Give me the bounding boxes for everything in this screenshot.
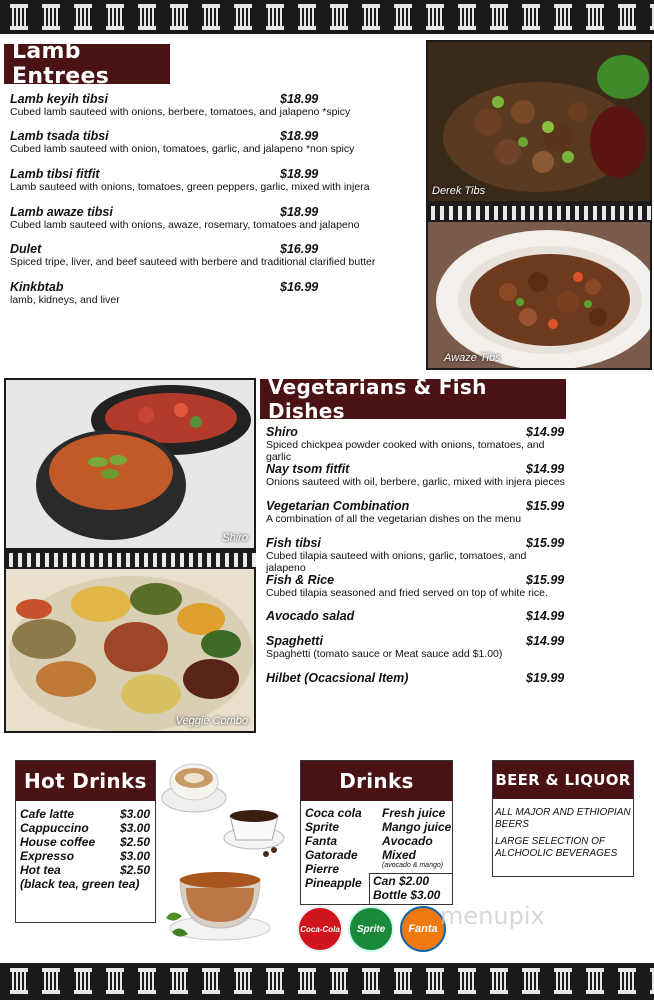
beer-line-2: LARGE SELECTION OF ALCHOOLIC BEVERAGES	[495, 836, 618, 859]
menu-item	[10, 129, 410, 155]
item-name: Lamb awaze tibsi	[10, 205, 113, 219]
hot-drinks-header	[16, 761, 155, 801]
item-name: Kinkbtab	[10, 280, 64, 294]
menu-item	[266, 573, 566, 599]
juice-item: Mango juice	[382, 820, 452, 834]
hot-drink-name: Cafe latte	[20, 807, 75, 821]
derek-tibs-image	[428, 42, 650, 201]
soda-list	[305, 806, 379, 890]
item-name: Dulet	[10, 242, 42, 256]
item-description: Cubed lamb sauteed with onion, tomatoes, garlic, and jalapeno *non spicy	[10, 143, 355, 155]
item-name: Nay tsom fitfit	[266, 462, 350, 476]
item-description: lamb, kidneys, and liver	[10, 294, 120, 306]
hot-drink-price: $3.00	[120, 849, 151, 863]
lamb-entrees-header	[4, 39, 170, 89]
menu-item	[266, 462, 566, 488]
awaze-tibs-photo	[426, 220, 652, 370]
item-price: $15.99	[526, 573, 565, 587]
item-price: $14.99	[526, 609, 565, 623]
hot-drink-row	[20, 835, 152, 849]
item-description: Cubed lamb sauteed with onions, berbere, tomatoes, and jalapeno *spicy	[10, 106, 351, 118]
item-name: Spaghetti	[266, 634, 323, 648]
juice-item: Avocado	[382, 834, 433, 848]
item-description: Spaghetti (tomato sauce or Meat sauce add $1.00)	[266, 648, 503, 660]
item-price: $16.99	[280, 280, 319, 294]
can-price: Can $2.00	[373, 874, 430, 888]
lamb-entrees-title: Lamb Entrees	[12, 39, 110, 89]
hot-drink-name: House coffee	[20, 835, 96, 849]
item-name: Fish & Rice	[266, 573, 335, 587]
awaze-tibs-image	[428, 222, 650, 368]
sprite-logo: Sprite	[348, 906, 394, 952]
menu-item	[10, 280, 410, 306]
soda-item: Fanta	[305, 834, 338, 848]
item-name: Avocado salad	[266, 609, 355, 623]
item-description: Cubed lamb sauteed with onions, awaze, rosemary, tomatoes and jalapeno	[10, 219, 360, 231]
can-bottle-prices	[369, 873, 453, 905]
drinks-header	[301, 761, 452, 801]
hot-drink-name: Expresso	[20, 849, 75, 863]
watermark: menupix	[440, 902, 545, 930]
veggie-combo-photo	[4, 567, 256, 733]
bottom-decorative-border	[0, 963, 654, 1000]
soda-item: Coca cola	[305, 806, 362, 820]
item-price: $14.99	[526, 425, 565, 439]
item-name: Lamb keyih tibsi	[10, 92, 108, 106]
veggie-combo-caption: Veggie Combo	[175, 715, 248, 727]
bottle-price: Bottle $3.00	[373, 888, 441, 902]
menu-item	[266, 536, 566, 574]
top-decorative-border	[0, 0, 654, 34]
item-description: Spiced chickpea powder cooked with onions, tomatoes, and garlic	[266, 439, 545, 463]
shiro-photo	[4, 378, 256, 550]
menu-item	[266, 609, 566, 623]
juice-list	[382, 806, 452, 870]
menu-item	[10, 242, 410, 268]
mixed-note: (avocado & mango)	[382, 862, 444, 869]
hot-drinks-title: Hot Drinks	[24, 769, 147, 793]
item-price: $15.99	[526, 536, 565, 550]
hot-drink-price: $2.50	[120, 863, 151, 877]
item-description: Onions sauteed with oil, berbere, garlic, mixed with injera pieces	[266, 476, 565, 488]
item-name: Lamb tibsi fitfit	[10, 167, 100, 181]
beer-liquor-box	[492, 760, 634, 877]
drinks-title: Drinks	[339, 769, 414, 793]
beer-line-1: ALL MAJOR AND ETHIOPIAN BEERS	[495, 807, 631, 830]
item-name: Vegetarian Combination	[266, 499, 410, 513]
menu-item	[266, 634, 566, 660]
awaze-tibs-caption: Awaze Tibs	[444, 352, 501, 364]
hot-drink-note: (black tea, green tea)	[20, 877, 140, 891]
soda-item: Gatorade	[305, 848, 358, 862]
menu-item	[10, 167, 410, 193]
soda-item: Pierre	[305, 862, 340, 876]
veg-fish-title: Vegetarians & Fish Dishes	[268, 375, 487, 423]
hot-drink-row	[20, 849, 152, 863]
hot-drink-price: $3.00	[120, 807, 151, 821]
veg-fish-header	[260, 375, 566, 423]
item-price: $18.99	[280, 205, 319, 219]
soda-item: Pineapple	[305, 876, 362, 890]
fanta-logo: Fanta	[400, 906, 446, 952]
hot-drink-row	[20, 863, 152, 877]
beer-liquor-title: BEER & LIQUOR	[495, 771, 631, 789]
item-name: Lamb tsada tibsi	[10, 129, 109, 143]
menu-item	[266, 671, 566, 685]
beer-liquor-header	[493, 761, 633, 799]
item-name: Hilbet (Ocacsional Item)	[266, 671, 409, 685]
hot-drink-row	[20, 807, 152, 821]
shiro-image	[6, 380, 254, 548]
item-description: A combination of all the vegetarian dishes on the menu	[266, 513, 522, 525]
item-price: $18.99	[280, 129, 319, 143]
item-price: $14.99	[526, 634, 565, 648]
item-price: $14.99	[526, 462, 565, 476]
shiro-caption: Shiro	[222, 532, 248, 544]
menu-item	[10, 205, 410, 231]
menu-item	[266, 499, 566, 525]
veggie-combo-image	[6, 569, 254, 731]
hot-drink-price: $3.00	[120, 821, 151, 835]
item-price: $18.99	[280, 92, 319, 106]
derek-tibs-photo	[426, 40, 652, 203]
hot-drink-price: $2.50	[120, 835, 151, 849]
item-name: Fish tibsi	[266, 536, 321, 550]
menu-item	[266, 425, 566, 463]
derek-tibs-caption: Derek Tibs	[432, 185, 486, 197]
hot-drink-row	[20, 821, 152, 835]
item-description: Cubed tilapia seasoned and fried served on top of white rice.	[266, 587, 548, 599]
coca-cola-logo: Coca-Cola	[297, 906, 343, 952]
item-price: $16.99	[280, 242, 319, 256]
drinks-box	[300, 760, 453, 905]
item-description: Spiced tripe, liver, and beef sauteed with berbere and traditional clarified butter	[10, 256, 376, 268]
hot-drinks-box	[15, 760, 156, 923]
soda-item: Sprite	[305, 820, 340, 834]
juice-item: Fresh juice	[382, 806, 446, 820]
item-description: Cubed tilapia sauteed with onions, garlic, tomatoes, and jalapeno	[266, 550, 527, 574]
item-price: $15.99	[526, 499, 565, 513]
coffee-tea-illustration	[158, 758, 290, 950]
item-price: $18.99	[280, 167, 319, 181]
hot-drink-name: Cappuccino	[20, 821, 89, 835]
juice-item: Mixed	[382, 848, 417, 862]
item-price: $19.99	[526, 671, 565, 685]
hot-drink-name: Hot tea	[20, 863, 61, 877]
item-description: Lamb sauteed with onions, tomatoes, green peppers, garlic, mixed with injera	[10, 181, 370, 193]
item-name: Shiro	[266, 425, 298, 439]
menu-item	[10, 92, 410, 118]
